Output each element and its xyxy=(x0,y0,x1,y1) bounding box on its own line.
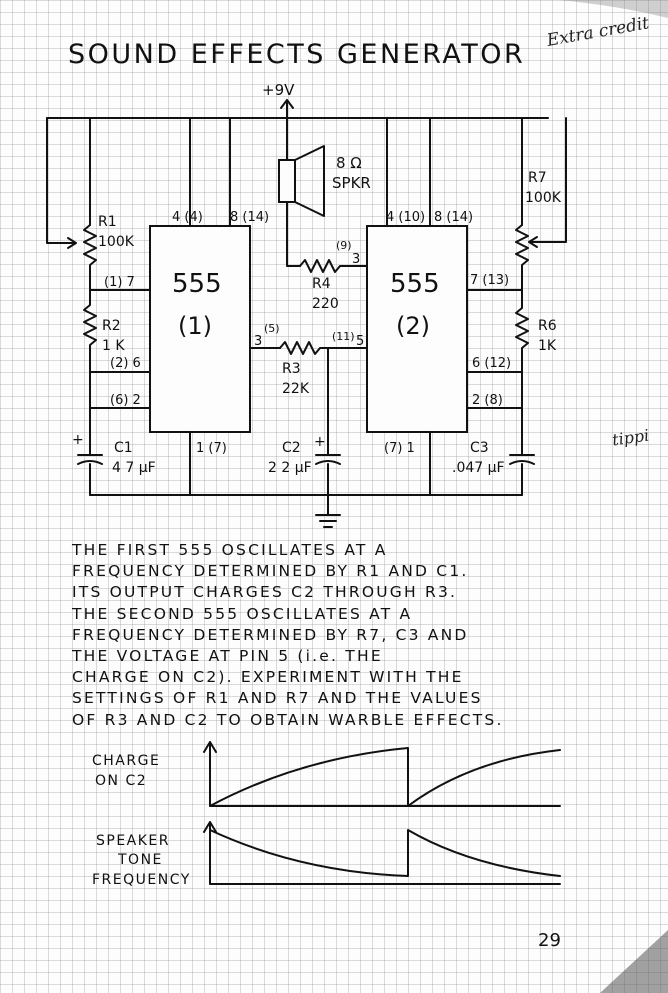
r7-name: R7 xyxy=(528,170,547,186)
ic1-pin8-label: 8 (14) xyxy=(230,210,270,225)
ic2-label: 555 xyxy=(390,269,440,299)
r4-name: R4 xyxy=(312,276,331,292)
page-title: SOUND EFFECTS GENERATOR xyxy=(68,39,526,70)
r3-resistor xyxy=(280,342,367,354)
ic2-pin3-alt-label: (9) xyxy=(336,239,352,252)
description-line: SETTINGS OF R1 AND R7 AND THE VALUES xyxy=(72,689,483,708)
charge-label-line2: ON C2 xyxy=(95,773,148,789)
r2-name: R2 xyxy=(102,318,121,334)
ic1-pin7-label: (1) 7 xyxy=(104,275,135,290)
ic2-pin5-alt-label: (11) xyxy=(332,330,355,343)
speaker-name: SPKR xyxy=(332,174,371,192)
r7-value: 100K xyxy=(525,190,561,206)
ic1-pin4-label: 4 (4) xyxy=(172,210,203,225)
speaker-label-line2: TONE xyxy=(118,852,163,868)
speaker-label-line3: FREQUENCY xyxy=(92,872,191,888)
side-note: tippi xyxy=(610,425,651,450)
c2-plus: + xyxy=(314,434,326,450)
ic2-pin6-label: 6 (12) xyxy=(472,356,512,371)
page-number: 29 xyxy=(538,930,561,951)
ic2-pin7-label: 7 (13) xyxy=(470,273,510,288)
speaker-label-line1: SPEAKER xyxy=(96,833,171,849)
ic1-pin1-label: 1 (7) xyxy=(196,441,227,456)
speaker-cone xyxy=(295,146,324,216)
ic2-pin8-label: 8 (14) xyxy=(434,210,474,225)
ic2-pin3-label: 3 xyxy=(352,252,361,267)
description-line: THE VOLTAGE AT PIN 5 (i.e. THE xyxy=(72,647,383,666)
c3-capacitor xyxy=(510,455,534,495)
supply-label: +9V xyxy=(262,81,295,99)
margin-note: Extra credit xyxy=(545,13,651,51)
c2-value: 2 2 μF xyxy=(268,460,312,476)
c2-name: C2 xyxy=(282,440,301,456)
description-text xyxy=(72,540,592,731)
r6-resistor xyxy=(516,290,528,372)
c1-value: 4 7 μF xyxy=(112,460,156,476)
c3-name: C3 xyxy=(470,440,489,456)
ic2-number: (2) xyxy=(396,312,430,340)
ic1-pin2-label: (6) 2 xyxy=(110,393,141,408)
r3-name: R3 xyxy=(282,361,301,377)
description-line: FREQUENCY DETERMINED BY R1 AND C1. xyxy=(72,562,469,581)
c1-capacitor xyxy=(78,455,102,495)
r2-value: 1 K xyxy=(102,338,125,354)
r1-resistor xyxy=(84,225,96,290)
c1-plus: + xyxy=(72,432,84,448)
speaker-magnet xyxy=(279,160,295,202)
r3-value: 22K xyxy=(282,381,309,397)
ic1-pin3-alt-label: (5) xyxy=(264,322,280,335)
ic1-pin6-label: (2) 6 xyxy=(110,356,141,371)
r4-value: 220 xyxy=(312,296,339,312)
ic2-pin2-label: 2 (8) xyxy=(472,393,503,408)
description-line: FREQUENCY DETERMINED BY R7, C3 AND xyxy=(72,625,469,644)
r6-value: 1K xyxy=(538,338,557,354)
description-line: THE FIRST 555 OSCILLATES AT A xyxy=(72,541,388,559)
ic2-pin5-label: 5 xyxy=(356,334,365,349)
page-top-shadow xyxy=(560,0,668,18)
ic2-pin4-label: 4 (10) xyxy=(386,210,426,225)
ic1-label: 555 xyxy=(172,269,222,299)
c3-value: .047 μF xyxy=(452,460,505,476)
description-line: ITS OUTPUT CHARGES C2 THROUGH R3. xyxy=(72,583,458,602)
page-corner-shadow xyxy=(600,930,668,993)
ic1-pin3-label: 3 xyxy=(254,334,263,349)
description-line: OF R3 AND C2 TO OBTAIN WARBLE EFFECTS. xyxy=(72,710,504,729)
ground-symbol xyxy=(316,495,340,527)
r1-value: 100K xyxy=(98,234,134,250)
c3-plus: + xyxy=(510,432,522,448)
speaker-waveform xyxy=(210,830,560,876)
r2-resistor xyxy=(84,290,96,372)
r7-resistor xyxy=(516,225,528,290)
charge-waveform xyxy=(210,748,560,806)
c1-name: C1 xyxy=(114,440,133,456)
description-line: CHARGE ON C2). EXPERIMENT WITH THE xyxy=(72,668,464,687)
ic1-number: (1) xyxy=(178,312,212,340)
ic2-pin1-label: (7) 1 xyxy=(384,441,415,456)
speaker-bottom-wire xyxy=(287,202,300,266)
supply-arrow xyxy=(281,100,293,118)
r6-name: R6 xyxy=(538,318,557,334)
r1-wiper-wire xyxy=(47,118,75,243)
charge-label-line1: CHARGE xyxy=(92,753,161,769)
r1-name: R1 xyxy=(98,214,117,230)
speaker-value: 8 Ω xyxy=(336,154,362,172)
c2-capacitor xyxy=(316,455,340,495)
description-line: THE SECOND 555 OSCILLATES AT A xyxy=(72,604,413,623)
